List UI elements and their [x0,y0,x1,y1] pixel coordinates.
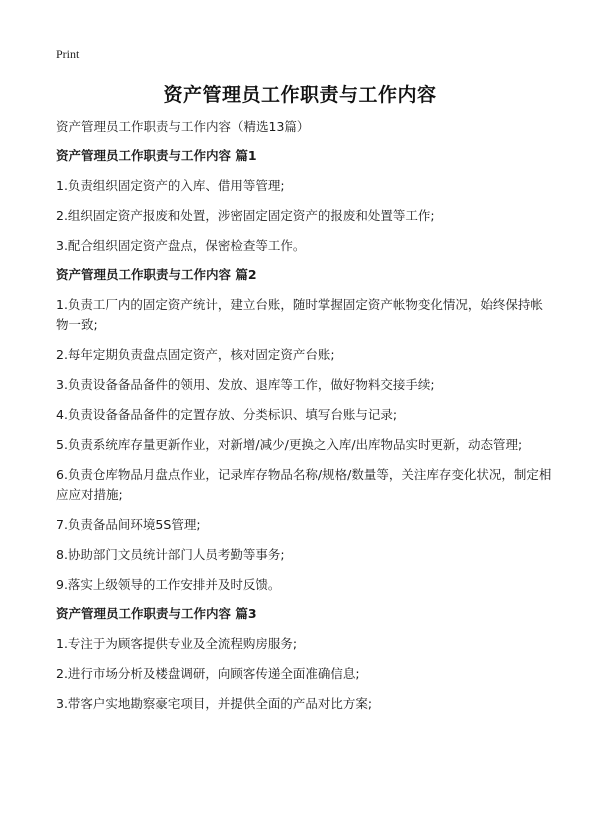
section-1 [56,147,552,256]
list-item: 2.进行市场分析及楼盘调研，向顾客传递全面准确信息; [56,666,360,681]
list-item: 3.配合组织固定资产盘点，保密检查等工作。 [56,238,306,253]
list-item: 3.负责设备备品备件的领用、发放、退库等工作，做好物料交接手续; [56,377,435,392]
list-item: 9.落实上级领导的工作安排并及时反馈。 [56,577,281,592]
document-body [56,118,552,724]
document-title: 资产管理员工作职责与工作内容 [163,84,437,106]
section-3 [56,605,552,714]
list-item: 1.专注于为顾客提供专业及全流程购房服务; [56,636,298,651]
section-heading: 资产管理员工作职责与工作内容 篇1 [56,148,257,163]
section-heading: 资产管理员工作职责与工作内容 篇3 [56,606,257,621]
list-item: 6.负责仓库物品月盘点作业，记录库存物品名称/规格/数量等，关注库存变化状况，制定相应应对措施; [56,467,552,502]
section-2 [56,266,552,595]
list-item: 7.负责备品间环境5S管理; [56,517,201,532]
section-heading: 资产管理员工作职责与工作内容 篇2 [56,267,257,282]
list-item: 1.负责组织固定资产的入库、借用等管理; [56,178,285,193]
document-subtitle: 资产管理员工作职责与工作内容（精选13篇） [56,119,310,134]
list-item: 3.带客户实地勘察豪宅项目，并提供全面的产品对比方案; [56,696,373,711]
list-item: 1.负责工厂内的固定资产统计，建立台账，随时掌握固定资产帐物变化情况，始终保持帐物一致; [56,297,543,332]
list-item: 2.组织固定资产报废和处置，涉密固定固定资产的报废和处置等工作; [56,208,435,223]
list-item: 4.负责设备备品备件的定置存放、分类标识、填写台账与记录; [56,407,398,422]
list-item: 2.每年定期负责盘点固定资产，核对固定资产台账; [56,347,335,362]
list-item: 8.协助部门文员统计部门人员考勤等事务; [56,547,285,562]
print-link[interactable]: Print [56,47,80,61]
list-item: 5.负责系统库存量更新作业，对新增/减少/更换之入库/出库物品实时更新，动态管理; [56,437,523,452]
